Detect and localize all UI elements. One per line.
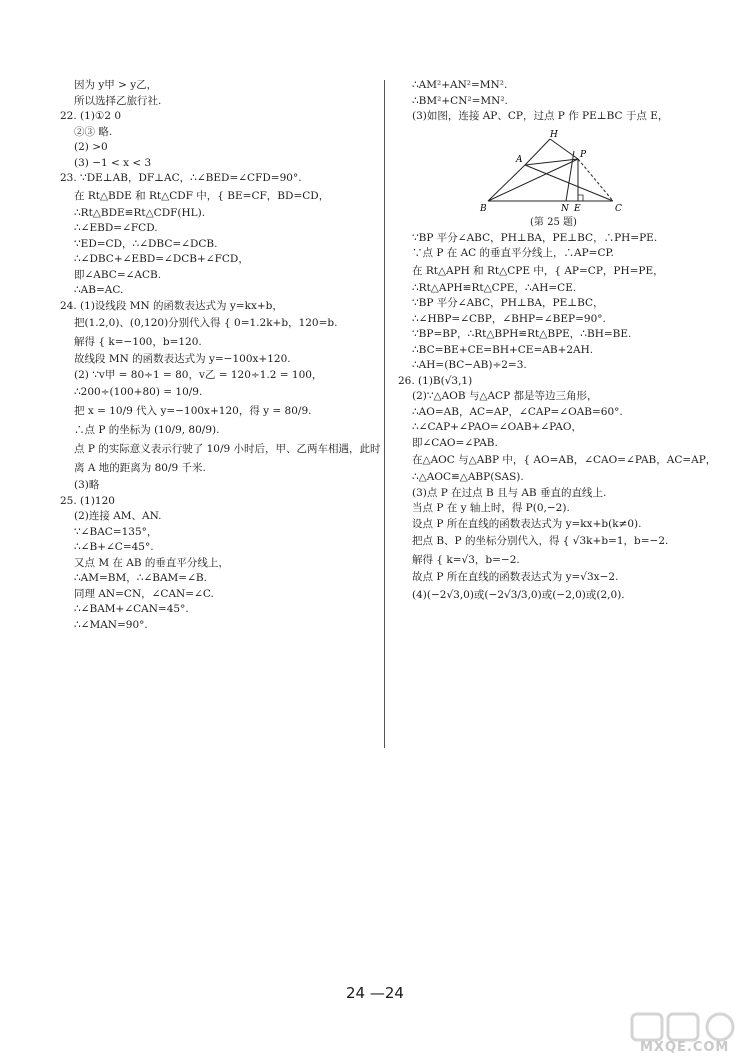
text-line: ∴∠B+∠C=45°. [74,541,154,553]
text-line: ∵BP=BP，∴Rt△BPH≌Rt△BPE，∴BH=BE. [412,328,632,340]
column-divider [384,80,385,748]
text-line: 又点 M 在 AB 的垂直平分线上， [74,556,229,569]
text-line: 把(1.2,0)、(0,120)分别代入得 { 0=1.2k+b，120=b. [74,317,338,329]
watermark-text: MXQE.COM [640,1040,730,1055]
text-line: ∴200÷(100+80) = 10/9. [74,386,203,398]
text-line: ∴∠HBP=∠CBP，∠BHP=∠BEP=90°. [412,312,606,325]
text-line: (4)(−2√3,0)或(−2√3/3,0)或(−2,0)或(2,0). [412,588,625,601]
text-line: ∴∠DBC+∠EBD=∠DCB+∠FCD， [74,253,249,265]
text-line: (2) ∵v甲 = 80÷1 = 80，v乙 = 120÷1.2 = 100， [74,368,323,381]
text-line: ∴AH=(BC−AB)÷2=3. [412,359,527,371]
text-line: ∴∠CAP+∠PAO=∠OAB+∠PAO， [412,421,582,433]
text-line: (3)如图，连接 AP、CP，过点 P 作 PE⊥BC 于点 E， [412,110,669,122]
text-line: ∴AB=AC. [74,284,124,296]
text-line: ∴∠EBD=∠FCD. [74,222,158,234]
geometry-figure [478,129,648,229]
page-number: 24 —24 [346,984,404,1002]
text-line: ∵BP 平分∠ABC，PH⊥BA，PE⊥BC， [412,297,604,309]
text-line: 故线段 MN 的函数表达式为 y=−100x+120. [74,353,291,365]
problem-25: 25. (1)120 [60,494,115,507]
text-line: ∴Rt△APH≌Rt△CPE，∴AH=CE. [412,281,577,294]
text-line: 所以选择乙旅行社. [74,94,162,107]
text-line: ∴AO=AB，AC=AP，∠CAP=∠OAB=60°. [412,405,623,418]
text-line: (2)连接 AM、AN. [74,510,162,522]
text-line: (3)点 P 在过点 B 且与 AB 垂直的直线上. [412,486,607,499]
text-line: ∵∠BAC=135°， [74,525,158,538]
text-line: 把点 B、P 的坐标分别代入，得 { √3k+b=1，b=−2. [412,535,669,547]
text-line: (2) >0 [74,141,108,153]
text-line: ∴AM=BM，∴∠BAM=∠B. [74,572,207,584]
text-line: 即∠ABC=∠ACB. [74,268,162,281]
text-line: ∵BP 平分∠ABC，PH⊥BA，PE⊥BC，∴PH=PE. [412,231,658,244]
text-line: ∴点 P 的坐标为 (10/9, 80/9). [74,424,220,436]
text-line: 因为 y甲 > y乙， [74,79,158,91]
text-line: 故点 P 所在直线的函数表达式为 y=√3x−2. [412,571,619,583]
problem-23: 23. ∵DE⊥AB，DF⊥AC，∴∠BED=∠CFD=90°. [60,172,302,184]
text-line: 即∠CAO=∠PAB. [412,436,498,449]
text-line: ∵ED=CD，∴∠DBC=∠DCB. [74,237,218,250]
problem-24: 24. (1)设线段 MN 的函数表达式为 y=kx+b， [60,299,283,312]
text-line: (3)略 [74,479,100,491]
text-line: ∴Rt△BDE≌Rt△CDF(HL). [74,206,206,219]
triangle-diagram [478,129,648,213]
text-line: 当点 P 在 y 轴上时，得 P(0,−2). [412,502,570,514]
text-line: 把 x = 10/9 代入 y=−100x+120，得 y = 80/9. [74,405,312,417]
point-label: N [561,203,569,213]
point-label: H [550,129,558,140]
text-line: ∴△AOC≌△ABP(SAS). [412,471,524,483]
text-line: 同理 AN=CN，∠CAN=∠C. [74,587,214,600]
right-column [398,78,718,605]
text-line: (2)∵△AOB 与△ACP 都是等边三角形， [412,390,598,402]
problem-22: 22. (1)①2 0 [60,110,122,122]
text-line: (3) −1 < x < 3 [74,156,152,169]
point-label: B [480,203,487,213]
text-line: 在 Rt△APH 和 Rt△CPE 中，{ AP=CP，PH=PE， [412,264,664,277]
point-label: C [615,203,622,213]
text-line: 设点 P 所在直线的函数表达式为 y=kx+b(k≠0). [412,517,642,530]
problem-26: 26. (1)B(√3,1) [398,374,473,387]
text-line: ∴AM²+AN²=MN². [412,79,508,91]
text-line: 离 A 地的距离为 80/9 千米. [74,462,206,474]
text-line: ∴∠BAM+∠CAN=45°. [74,603,189,615]
point-label: P [580,149,587,160]
text-line: ∴BM²+CN²=MN². [412,94,508,107]
text-line: 在 Rt△BDE 和 Rt△CDF 中，{ BE=CF，BD=CD， [74,189,330,202]
text-line: 解得 { k=−100，b=120. [74,336,202,348]
point-label: E [574,203,581,213]
text-line: 解得 { k=√3，b=−2. [412,554,520,566]
figure-caption: (第 25 题) [530,216,577,228]
text-line: ∴BC=BE+CE=BH+CE=AB+2AH. [412,343,594,356]
text-line: ∵点 P 在 AC 的垂直平分线上，∴AP=CP. [412,247,614,259]
text-line: 在△AOC 与△ABP 中，{ AO=AB，∠CAO=∠PAB，AC=AP， [412,454,717,466]
left-column [60,78,380,633]
text-line: ②③ 略. [74,125,113,138]
text-line: 点 P 的实际意义表示行驶了 10/9 小时后，甲、乙两车相遇，此时 [74,443,381,455]
text-line: ∴∠MAN=90°. [74,618,148,631]
point-label: A [516,154,523,165]
